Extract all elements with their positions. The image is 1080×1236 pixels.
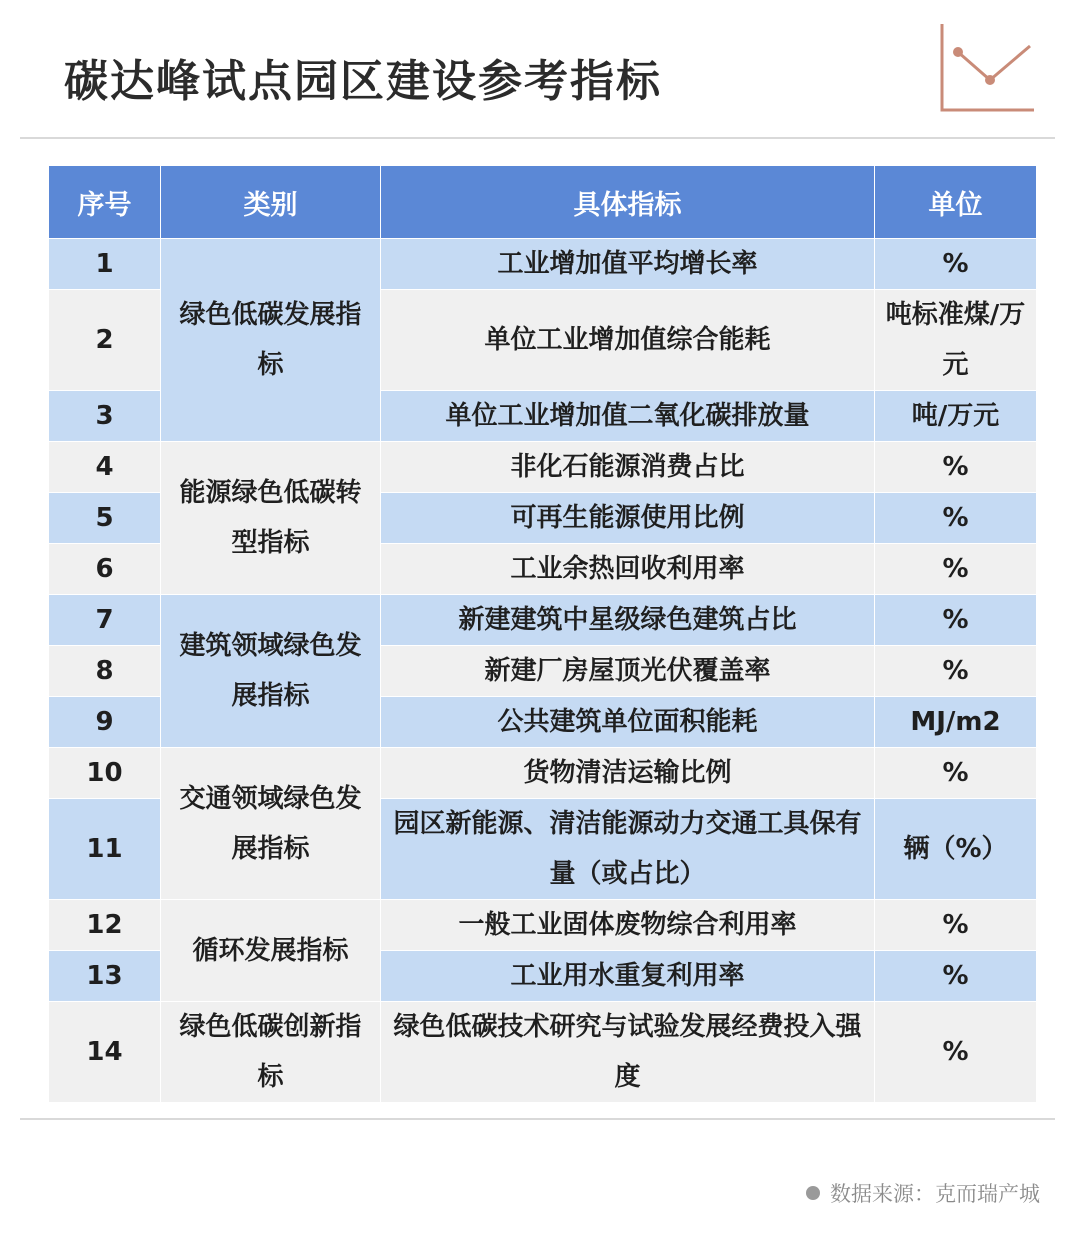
row-indicator: 工业用水重复利用率: [381, 951, 875, 1002]
row-unit: %: [875, 442, 1037, 493]
header-indicator: 具体指标: [381, 166, 875, 239]
row-no: 14: [49, 1002, 161, 1103]
row-indicator: 工业增加值平均增长率: [381, 239, 875, 290]
header-no: 序号: [49, 166, 161, 239]
row-unit: %: [875, 1002, 1037, 1103]
row-unit: MJ/m2: [875, 697, 1037, 748]
row-unit: 吨/万元: [875, 391, 1037, 442]
bullet-dot-icon: [806, 1186, 820, 1200]
row-indicator: 新建厂房屋顶光伏覆盖率: [381, 646, 875, 697]
category-cell: 交通领域绿色发展指标: [161, 748, 381, 900]
table-row: [49, 748, 1037, 799]
header-category: 类别: [161, 166, 381, 239]
row-indicator: 可再生能源使用比例: [381, 493, 875, 544]
row-no: 10: [49, 748, 161, 799]
row-unit: %: [875, 544, 1037, 595]
row-no: 4: [49, 442, 161, 493]
table-row: [49, 239, 1037, 290]
category-cell: 循环发展指标: [161, 900, 381, 1002]
row-unit: 吨标准煤/万元: [875, 290, 1037, 391]
table-row: [49, 595, 1037, 646]
row-indicator: 园区新能源、清洁能源动力交通工具保有量（或占比）: [381, 799, 875, 900]
row-unit: %: [875, 951, 1037, 1002]
source-note: [806, 1178, 1040, 1208]
row-no: 1: [49, 239, 161, 290]
row-no: 5: [49, 493, 161, 544]
row-no: 12: [49, 900, 161, 951]
row-no: 11: [49, 799, 161, 900]
top-divider: [20, 137, 1055, 139]
table-row: [49, 442, 1037, 493]
row-no: 3: [49, 391, 161, 442]
row-unit: %: [875, 748, 1037, 799]
row-indicator: 非化石能源消费占比: [381, 442, 875, 493]
row-no: 9: [49, 697, 161, 748]
header-unit: 单位: [875, 166, 1037, 239]
row-no: 8: [49, 646, 161, 697]
row-unit: %: [875, 595, 1037, 646]
row-unit: %: [875, 900, 1037, 951]
row-no: 6: [49, 544, 161, 595]
category-cell: 建筑领域绿色发展指标: [161, 595, 381, 748]
row-no: 13: [49, 951, 161, 1002]
page-title: 碳达峰试点园区建设参考指标: [64, 56, 662, 107]
category-cell: 绿色低碳发展指标: [161, 239, 381, 442]
row-unit: %: [875, 239, 1037, 290]
bottom-divider: [20, 1118, 1055, 1120]
row-indicator: 公共建筑单位面积能耗: [381, 697, 875, 748]
category-cell: 能源绿色低碳转型指标: [161, 442, 381, 595]
row-no: 2: [49, 290, 161, 391]
table-row: [49, 900, 1037, 951]
row-unit: 辆（%）: [875, 799, 1037, 900]
row-indicator: 单位工业增加值综合能耗: [381, 290, 875, 391]
table-header-row: [49, 166, 1037, 239]
row-no: 7: [49, 595, 161, 646]
source-text: 数据来源：克而瑞产城: [830, 1182, 1040, 1206]
row-indicator: 工业余热回收利用率: [381, 544, 875, 595]
table-row: [49, 1002, 1037, 1103]
indicator-table: [48, 165, 1037, 1103]
row-indicator: 货物清洁运输比例: [381, 748, 875, 799]
line-chart-icon: [936, 22, 1036, 114]
row-unit: %: [875, 646, 1037, 697]
row-indicator: 单位工业增加值二氧化碳排放量: [381, 391, 875, 442]
row-indicator: 新建建筑中星级绿色建筑占比: [381, 595, 875, 646]
indicator-table-container: [48, 165, 1036, 1103]
row-unit: %: [875, 493, 1037, 544]
row-indicator: 一般工业固体废物综合利用率: [381, 900, 875, 951]
row-indicator: 绿色低碳技术研究与试验发展经费投入强度: [381, 1002, 875, 1103]
category-cell: 绿色低碳创新指标: [161, 1002, 381, 1103]
